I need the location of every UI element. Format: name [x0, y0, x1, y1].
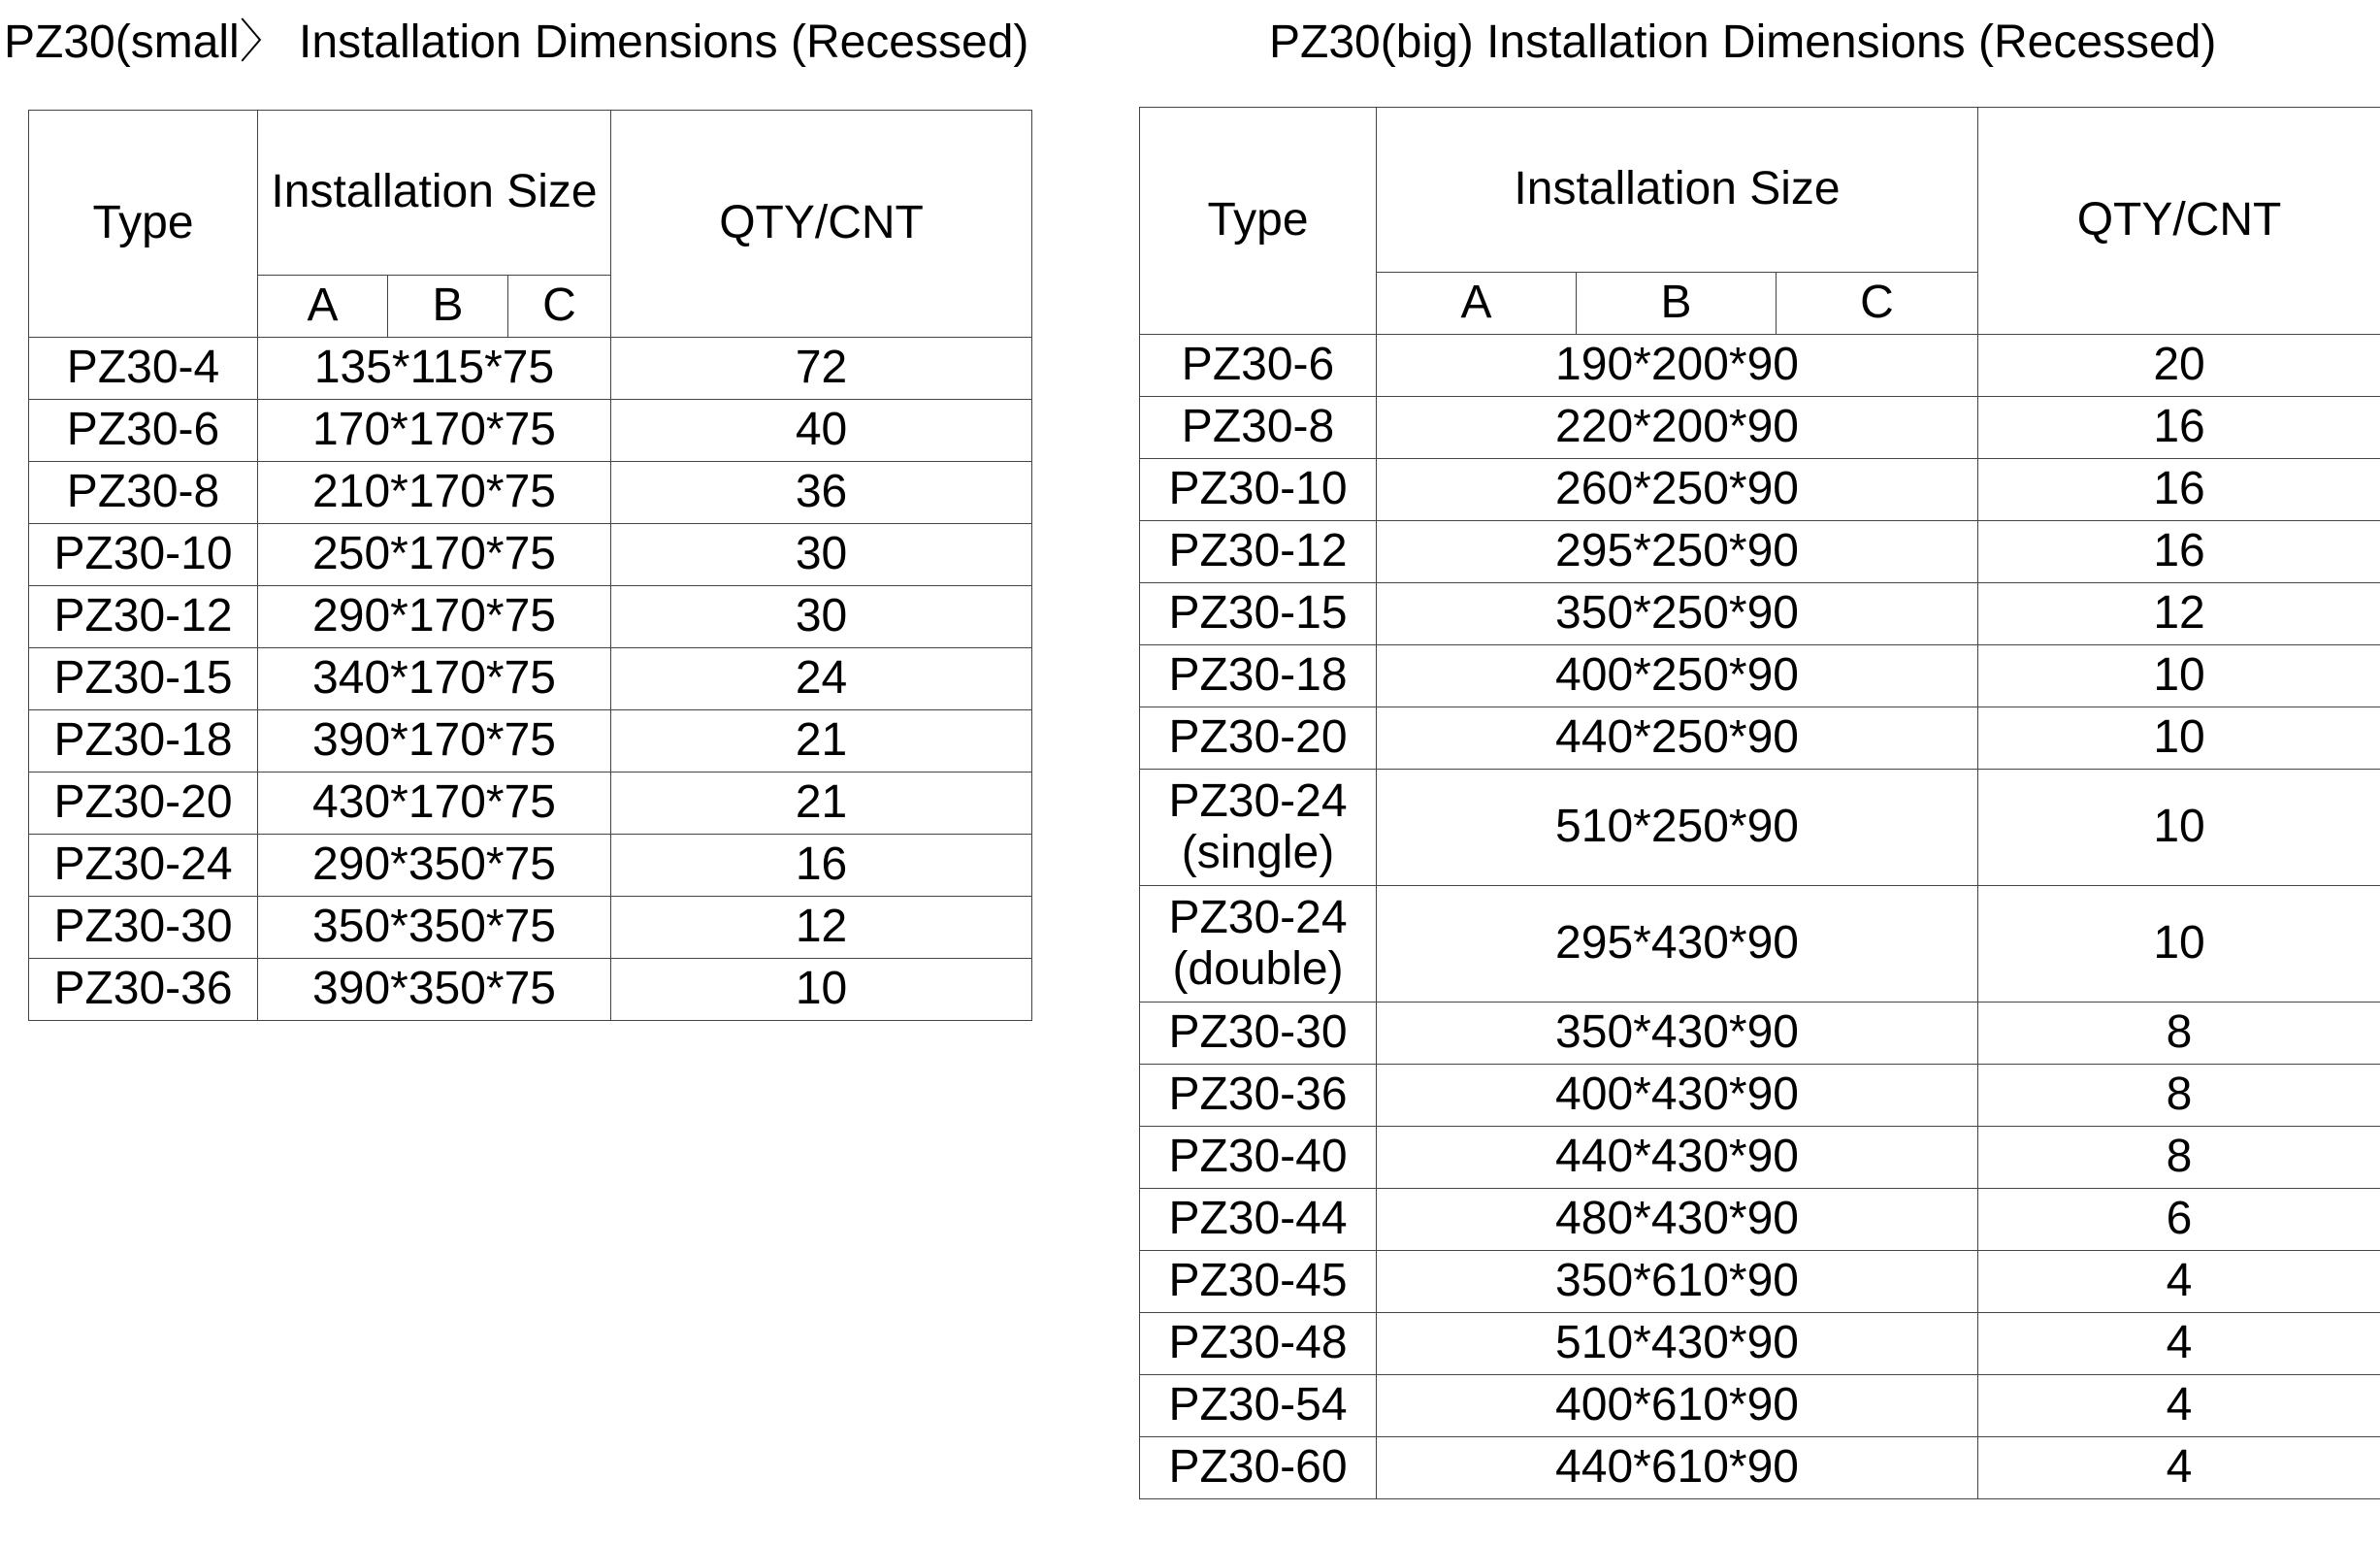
type-cell: PZ30-36: [1140, 1065, 1377, 1127]
type-cell: PZ30-30: [29, 897, 258, 959]
small-table-title: PZ30(small〉 Installation Dimensions (Recessed): [4, 16, 1029, 68]
installation-size-header: Installation Size: [258, 111, 611, 276]
type-cell: [1140, 770, 1377, 886]
table-row: [1140, 1375, 2380, 1437]
table-row: [29, 338, 1032, 400]
qty-cell: 16: [1978, 397, 2380, 459]
installation-size-cell: 190*200*90: [1377, 335, 1978, 397]
big-dimensions-table: [1139, 107, 2380, 1499]
installation-size-cell: 260*250*90: [1377, 459, 1978, 521]
type-cell: PZ30-18: [29, 710, 258, 772]
installation-size-cell: 440*430*90: [1377, 1127, 1978, 1189]
table-row: [29, 835, 1032, 897]
qty-cell: 12: [611, 897, 1032, 959]
column-b-header: B: [1577, 273, 1777, 335]
table-row: [29, 400, 1032, 462]
qty-cell: 6: [1978, 1189, 2380, 1251]
column-c-header: C: [508, 276, 611, 338]
type-cell: PZ30-15: [29, 648, 258, 710]
table-row: [29, 462, 1032, 524]
installation-size-cell: 480*430*90: [1377, 1189, 1978, 1251]
type-cell: PZ30-4: [29, 338, 258, 400]
qty-cell: 10: [1978, 770, 2380, 886]
type-cell: PZ30-30: [1140, 1003, 1377, 1065]
qty-header: QTY/CNT: [1978, 108, 2380, 335]
qty-cell: 24: [611, 648, 1032, 710]
type-cell: PZ30-15: [1140, 583, 1377, 645]
table-row: [1140, 397, 2380, 459]
table-row: [1140, 1003, 2380, 1065]
type-cell: [1140, 886, 1377, 1003]
table-row: [1140, 1127, 2380, 1189]
type-value: PZ30-24: [1168, 774, 1348, 827]
installation-size-cell: 430*170*75: [258, 772, 611, 835]
type-cell: PZ30-54: [1140, 1375, 1377, 1437]
qty-cell: 30: [611, 524, 1032, 586]
type-cell: PZ30-8: [29, 462, 258, 524]
table-row: [29, 586, 1032, 648]
qty-cell: 16: [1978, 459, 2380, 521]
qty-cell: 16: [1978, 521, 2380, 583]
type-cell: PZ30-18: [1140, 645, 1377, 707]
installation-size-cell: 510*250*90: [1377, 770, 1978, 886]
big-table-title: PZ30(big) Installation Dimensions (Recessed): [1269, 16, 2217, 68]
installation-size-header: Installation Size: [1377, 108, 1978, 273]
table-row: [1140, 1065, 2380, 1127]
table-row: [1140, 645, 2380, 707]
table-row: [1140, 707, 2380, 770]
qty-cell: 4: [1978, 1437, 2380, 1499]
big-table-body: [1140, 335, 2380, 1499]
qty-cell: 30: [611, 586, 1032, 648]
table-row: [29, 648, 1032, 710]
column-c-header: C: [1777, 273, 1978, 335]
installation-size-cell: 350*250*90: [1377, 583, 1978, 645]
type-cell: PZ30-12: [1140, 521, 1377, 583]
type-note: (single): [1181, 826, 1335, 878]
type-cell: PZ30-44: [1140, 1189, 1377, 1251]
installation-size-cell: 350*350*75: [258, 897, 611, 959]
table-row: [29, 959, 1032, 1021]
type-cell: PZ30-12: [29, 586, 258, 648]
type-cell: PZ30-20: [1140, 707, 1377, 770]
type-note: (double): [1172, 942, 1344, 995]
installation-size-cell: 290*170*75: [258, 586, 611, 648]
qty-cell: 36: [611, 462, 1032, 524]
installation-size-cell: 295*430*90: [1377, 886, 1978, 1003]
installation-size-cell: 390*350*75: [258, 959, 611, 1021]
type-value: PZ30-24: [1168, 891, 1348, 943]
type-cell: PZ30-60: [1140, 1437, 1377, 1499]
type-cell: PZ30-10: [29, 524, 258, 586]
table-row: [1140, 335, 2380, 397]
qty-cell: 4: [1978, 1313, 2380, 1375]
installation-size-cell: 350*430*90: [1377, 1003, 1978, 1065]
installation-size-cell: 290*350*75: [258, 835, 611, 897]
column-b-header: B: [388, 276, 508, 338]
table-row: [1140, 886, 2380, 1003]
table-row: [1140, 770, 2380, 886]
table-row: [1140, 1189, 2380, 1251]
installation-size-cell: 440*610*90: [1377, 1437, 1978, 1499]
installation-size-cell: 400*610*90: [1377, 1375, 1978, 1437]
table-row: [29, 710, 1032, 772]
table-row: [1140, 1251, 2380, 1313]
qty-header: QTY/CNT: [611, 111, 1032, 338]
table-row: [1140, 521, 2380, 583]
qty-cell: 40: [611, 400, 1032, 462]
type-cell: PZ30-36: [29, 959, 258, 1021]
table-row: [29, 524, 1032, 586]
installation-size-cell: 210*170*75: [258, 462, 611, 524]
type-cell: PZ30-40: [1140, 1127, 1377, 1189]
type-cell: PZ30-8: [1140, 397, 1377, 459]
table-row: [29, 772, 1032, 835]
qty-cell: 72: [611, 338, 1032, 400]
type-header: Type: [29, 111, 258, 338]
qty-cell: 20: [1978, 335, 2380, 397]
qty-cell: 10: [1978, 707, 2380, 770]
qty-cell: 21: [611, 772, 1032, 835]
installation-size-cell: 400*430*90: [1377, 1065, 1978, 1127]
type-cell: PZ30-20: [29, 772, 258, 835]
installation-size-cell: 220*200*90: [1377, 397, 1978, 459]
qty-cell: 8: [1978, 1065, 2380, 1127]
table-row: [1140, 1437, 2380, 1499]
type-cell: PZ30-48: [1140, 1313, 1377, 1375]
qty-cell: 4: [1978, 1375, 2380, 1437]
type-cell: PZ30-10: [1140, 459, 1377, 521]
small-dimensions-table: [28, 110, 1032, 1021]
installation-size-cell: 400*250*90: [1377, 645, 1978, 707]
column-a-header: A: [1377, 273, 1577, 335]
column-a-header: A: [258, 276, 388, 338]
installation-size-cell: 340*170*75: [258, 648, 611, 710]
qty-cell: 10: [611, 959, 1032, 1021]
qty-cell: 10: [1978, 886, 2380, 1003]
small-table-body: [29, 338, 1032, 1021]
type-header: Type: [1140, 108, 1377, 335]
qty-cell: 4: [1978, 1251, 2380, 1313]
qty-cell: 8: [1978, 1127, 2380, 1189]
qty-cell: 12: [1978, 583, 2380, 645]
table-row: [1140, 1313, 2380, 1375]
table-row: [29, 897, 1032, 959]
installation-size-cell: 170*170*75: [258, 400, 611, 462]
qty-cell: 21: [611, 710, 1032, 772]
qty-cell: 10: [1978, 645, 2380, 707]
installation-size-cell: 250*170*75: [258, 524, 611, 586]
type-cell: PZ30-6: [29, 400, 258, 462]
installation-size-cell: 135*115*75: [258, 338, 611, 400]
installation-size-cell: 510*430*90: [1377, 1313, 1978, 1375]
type-cell: PZ30-6: [1140, 335, 1377, 397]
qty-cell: 8: [1978, 1003, 2380, 1065]
installation-size-cell: 350*610*90: [1377, 1251, 1978, 1313]
table-row: [1140, 583, 2380, 645]
qty-cell: 16: [611, 835, 1032, 897]
type-cell: PZ30-24: [29, 835, 258, 897]
installation-size-cell: 390*170*75: [258, 710, 611, 772]
installation-size-cell: 440*250*90: [1377, 707, 1978, 770]
installation-size-cell: 295*250*90: [1377, 521, 1978, 583]
type-cell: PZ30-45: [1140, 1251, 1377, 1313]
table-row: [1140, 459, 2380, 521]
